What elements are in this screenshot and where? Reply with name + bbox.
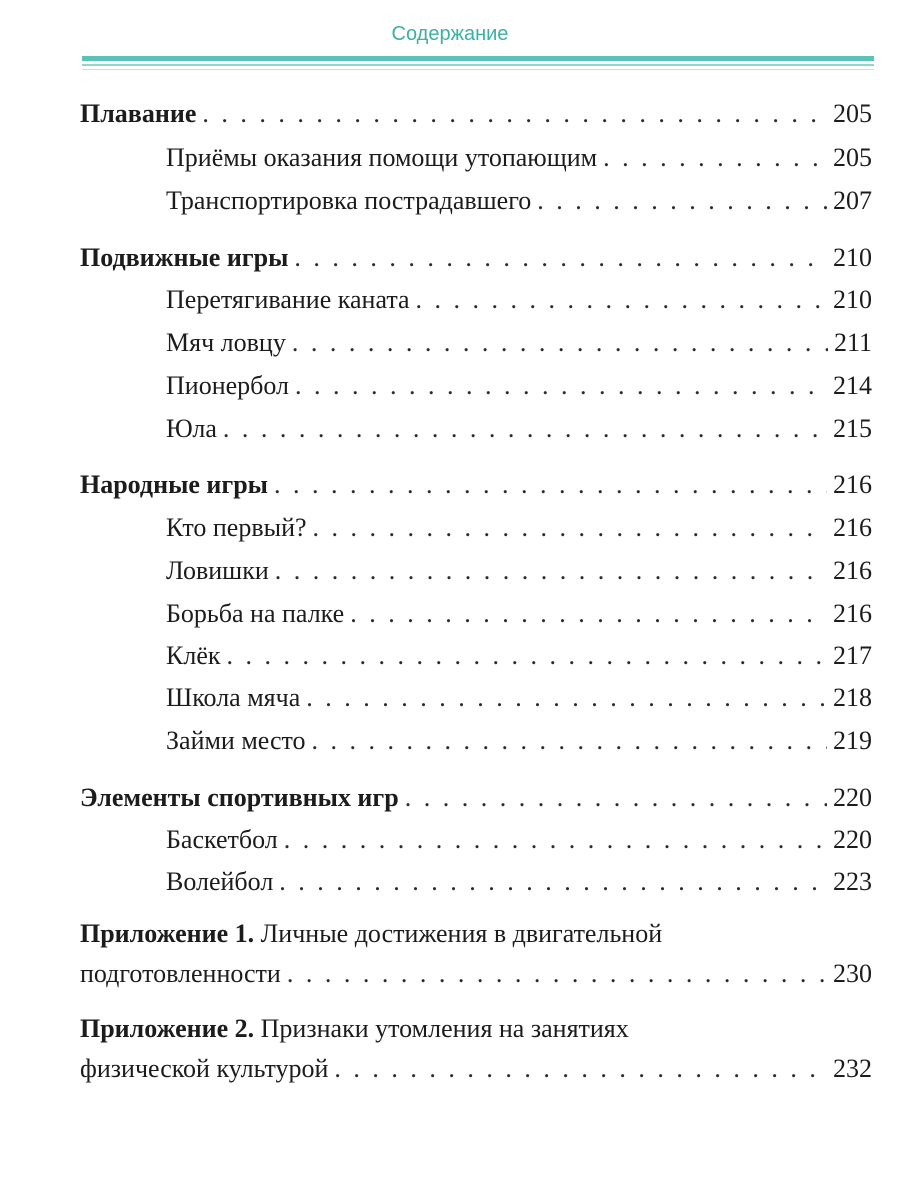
dot-leader [537,185,827,217]
toc-page-number: 218 [833,683,872,712]
toc-item-entry[interactable] [166,142,872,174]
dot-leader [312,725,827,757]
appendix-title-line: Признаки утомления на занятиях [260,1014,629,1043]
toc-page-number: 219 [833,726,872,755]
toc-item-entry[interactable] [166,682,872,714]
toc-item-title: Пионербол [166,371,290,400]
toc-item-entry[interactable] [166,370,872,402]
toc-page-number: 205 [833,99,872,128]
dot-leader [284,824,827,856]
toc-item-entry[interactable] [166,512,872,544]
dot-leader [416,284,827,316]
toc-item-entry[interactable] [166,555,872,587]
toc-section-entry[interactable] [80,242,872,274]
dot-leader [275,555,827,587]
toc-item-title: Мяч ловцу [166,328,286,357]
toc-item-title: Приёмы оказания помощи утопающим [166,143,598,172]
toc-item-title: Борьба на палке [166,599,345,628]
toc-item-title: Школа мяча [166,683,301,712]
toc-appendix-entry[interactable] [80,918,872,950]
toc-section-title: Элементы спортивных игр [80,783,399,812]
toc-item-title: Кто первый? [166,513,307,542]
dot-leader [274,469,827,501]
toc-item-title: Юла [166,414,217,443]
toc-page-number: 216 [833,470,872,499]
dot-leader [294,242,827,274]
toc-page-number: 220 [833,783,872,812]
toc-section-entry[interactable] [80,469,872,501]
toc-item-entry[interactable] [166,327,872,359]
toc-item-entry[interactable] [166,725,872,757]
toc-appendix-entry[interactable] [80,1013,872,1045]
toc-page-number: 214 [833,371,872,400]
toc-item-title: Клёк [166,641,221,670]
toc-page-number: 216 [833,513,872,542]
toc-section-entry[interactable] [80,782,872,814]
appendix-title-line: Личные достижения в двигательной [260,919,663,948]
toc-section-title: Плавание [80,99,197,128]
toc-item-title: Транспортировка пострадавшего [166,186,532,215]
toc-page-number: 215 [833,414,872,443]
dot-leader [313,512,827,544]
dot-leader [227,640,828,672]
toc-page-number: 217 [833,641,872,670]
toc-item-title: Ловишки [166,556,269,585]
toc-page-number: 205 [833,143,872,172]
toc-item-entry[interactable] [166,413,872,445]
toc-item-entry[interactable] [166,824,872,856]
toc-page-number: 232 [833,1054,872,1083]
toc-page-number: 216 [833,599,872,628]
dot-leader [350,598,827,630]
dot-leader [405,782,827,814]
toc-item-entry[interactable] [166,185,872,217]
toc-page-number: 220 [833,825,872,854]
toc-page-number: 216 [833,556,872,585]
toc-appendix-entry-continued[interactable] [80,958,872,990]
toc-section-entry[interactable] [80,98,872,130]
toc-page-number: 210 [833,285,872,314]
appendix-label: Приложение 2. [80,1014,255,1043]
appendix-title-line: подготовленности [80,959,281,988]
dot-leader [334,1053,827,1085]
toc-item-entry[interactable] [166,284,872,316]
toc-page-number: 230 [833,959,872,988]
dot-leader [202,98,827,130]
toc-item-title: Займи место [166,726,306,755]
toc-item-title: Волейбол [166,867,274,896]
toc-item-entry[interactable] [166,598,872,630]
appendix-title-line: физической культурой [80,1054,329,1083]
toc-page-number: 211 [833,328,872,357]
dot-leader [287,958,827,990]
toc-page-number: 210 [833,243,872,272]
dot-leader [279,866,827,898]
toc-appendix-entry-continued[interactable] [80,1053,872,1085]
dot-leader [306,682,827,714]
dot-leader [223,413,827,445]
dot-leader [295,370,827,402]
dot-leader [292,327,828,359]
toc-page-number: 207 [833,186,872,215]
toc-page-number: 223 [833,867,872,896]
toc-item-entry[interactable] [166,866,872,898]
page-header-title: Содержание [391,23,509,45]
toc-item-entry[interactable] [166,640,872,672]
toc-item-title: Перетягивание каната [166,285,410,314]
toc-section-title: Подвижные игры [80,243,289,272]
toc-section-title: Народные игры [80,470,268,499]
dot-leader [603,142,827,174]
appendix-label: Приложение 1. [80,919,255,948]
toc-item-title: Баскетбол [166,825,278,854]
